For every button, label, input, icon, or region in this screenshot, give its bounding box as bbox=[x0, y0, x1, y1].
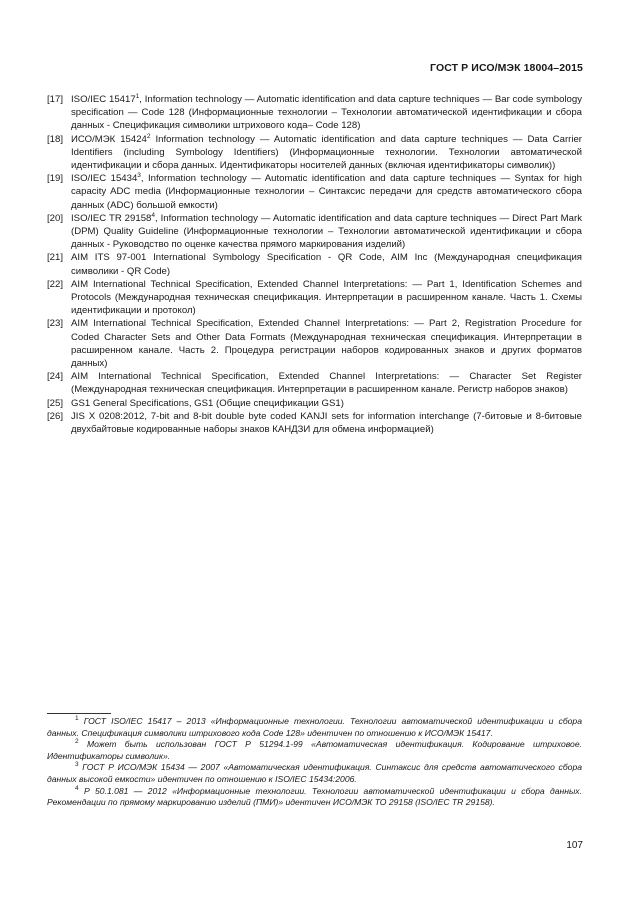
reference-number: [17] bbox=[47, 94, 64, 105]
footnote-marker: 3 bbox=[137, 172, 141, 180]
footnote bbox=[47, 716, 582, 739]
footnote-marker: 2 bbox=[146, 132, 151, 140]
reference-item bbox=[47, 133, 582, 173]
page-number: 107 bbox=[566, 840, 583, 851]
footnote-marker: 1 bbox=[75, 715, 79, 723]
footnote-marker: 4 bbox=[151, 211, 155, 219]
footnote-marker: 3 bbox=[75, 761, 79, 769]
footnote bbox=[47, 762, 582, 785]
reference-text: ИСО/МЭК 15424$^2$ Information technology — Automatic identification and data capture techniques — Data Carrier Identifiers (including Symbology Identifiers) (Информационные технологии. Технологии автоматической идентификации и сбора данных. Идентификаторы носителей данных (включая идентификаторы символик)) bbox=[71, 132, 583, 172]
footnote-divider bbox=[47, 713, 111, 714]
reference-text: ISO/IEC TR 29158$^4$, Information technology — Automatic identification and data capture techniques — Direct Part Mark (DPM) Quality Guideline (Информационные технологии – Технологии автоматической идентификации и сбора данных - Руководство по оценке качества прямого маркирования изделий) bbox=[71, 211, 582, 251]
footnote-text: ГОСТ Р ИСО/МЭК 15434 — 2007 «Автоматическая идентификация. Синтаксис для средств автоматического сбора данных высокой емкости» идентичен по отношению к ISO/IEC 15434:2006. bbox=[47, 762, 582, 784]
reference-number: [22] bbox=[47, 278, 64, 290]
reference-text: AIM International Technical Specification, Extended Channel Interpretations: — Part 1, Identification Schemes and Protocols (Международная техническая спецификация. Интерпретации в расширенном канале. Часть 1. Схемы идентификации и протокол) bbox=[71, 278, 582, 317]
footnote-text: Р 50.1.081 — 2012 «Информационные технологии. Технологии автоматической идентификации и сбора данных. Рекомендации по прямому маркированию изделий (ПМИ)» идентичен ИСО/МЭК ТО 29158 (ISO/IEC TR 29158). bbox=[47, 785, 582, 808]
reference-text: AIM ITS 97-001 International Symbology Specification - QR Code, AIM Inc (Международная спецификация символики - QR Code) bbox=[71, 252, 582, 277]
reference-item bbox=[47, 317, 582, 370]
footnote-marker: 2 bbox=[75, 738, 79, 746]
reference-text: ISO/IEC 15417$^1$, Information technology — Automatic identification and data capture techniques — Bar code symbology specification — Code 128 (Информационные технологии – Технологии автоматической идентификации и сбора данных - Спецификация символики штрихового кода– Code 128) bbox=[71, 92, 583, 132]
reference-item bbox=[47, 278, 582, 318]
reference-item bbox=[47, 212, 582, 252]
reference-number: [24] bbox=[47, 371, 64, 383]
footnote bbox=[47, 739, 582, 762]
reference-list bbox=[47, 93, 582, 436]
reference-text: JIS X 0208:2012, 7-bit and 8-bit double byte coded KANJI sets for information interchange (7-битовые и 8-битовые двухбайтовые кодированные наборы знаков КАНДЗИ для обмена информацией) bbox=[71, 410, 582, 436]
reference-item bbox=[47, 251, 582, 277]
footnote-marker: 1 bbox=[135, 92, 140, 100]
reference-number: [18] bbox=[47, 133, 64, 145]
reference-item bbox=[47, 93, 582, 133]
reference-number: [20] bbox=[47, 212, 64, 224]
reference-number: [23] bbox=[47, 318, 64, 330]
document-header: ГОСТ Р ИСО/МЭК 18004–2015 bbox=[430, 62, 583, 74]
reference-item bbox=[47, 397, 582, 410]
reference-text: ISO/IEC 15434$^3$, Information technology — Automatic identification and data capture techniques — Syntax for high capacity ADC media (Информационные технологии – Синтаксис передачи для средств автоматического сбора данных (ADC) большой емкости) bbox=[71, 172, 582, 211]
reference-item bbox=[47, 410, 582, 436]
reference-item bbox=[47, 370, 582, 396]
reference-number: [25] bbox=[47, 397, 64, 409]
reference-number: [26] bbox=[47, 410, 64, 422]
reference-text: AIM International Technical Specification, Extended Channel Interpretations: — Character Set Register (Международная техническая спецификация. Интерпретации в расширенном канале. Регистр наборов знаков) bbox=[71, 371, 582, 396]
footnote bbox=[47, 786, 582, 809]
footnote-list bbox=[47, 716, 582, 809]
footnote-marker: 4 bbox=[75, 784, 79, 792]
footnote-text: Может быть использован ГОСТ Р 51294.1-99 «Автоматическая идентификация. Кодирование штриховое. Идентификаторы символик». bbox=[47, 739, 582, 761]
reference-text: AIM International Technical Specification, Extended Channel Interpretations: — Part 2, Registration Procedure for Coded Character Sets and Other Data Formats (Международная техническая спецификация. Интерпретации в расширенном канале. Часть 2. Процедура регистрации наборов кодированных знаков и других форматов данных) bbox=[71, 318, 582, 370]
footnote-text: ГОСТ ISO/IEC 15417 – 2013 «Информационные технологии. Технологии автоматической идентификации и сбора данных. Спецификация символики штрихового кода Code 128» идентичен по отношению к ИСО/МЭК 15417. bbox=[47, 716, 582, 738]
reference-number: [19] bbox=[47, 173, 64, 185]
reference-text: GS1 General Specifications, GS1 (Общие спецификации GS1) bbox=[71, 397, 344, 409]
reference-item bbox=[47, 172, 582, 212]
reference-number: [21] bbox=[47, 252, 64, 264]
